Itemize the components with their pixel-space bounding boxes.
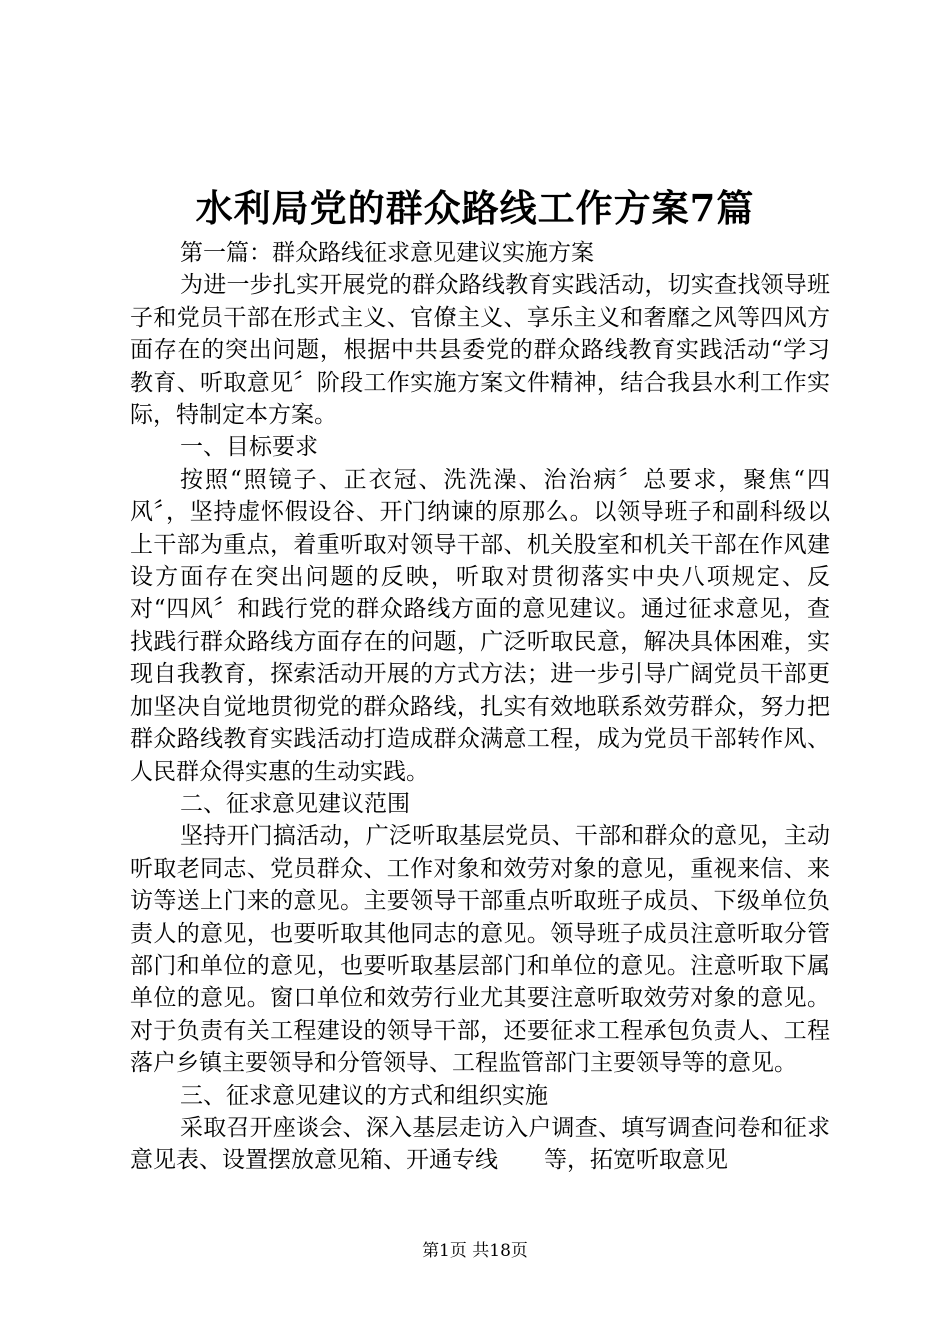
paragraph: 按照“照镜子、正衣冠、洗洗澡、治治病〞总要求，聚焦“四风〞，坚持虚怀假设谷、开门纳谏的原那么。以领导班子和副科级以上干部为重点，着重听取对领导干部、机关股室和机关干部在作风建设方面存在突出问题的反映，听取对贯彻落实中央八项规定、反对“四风〞和践行党的群众路线方面的意见建议。通过征求意见，查找践行群众路线方面存在的问题，广泛听取民意，解决具体困难，实现自我教育，探索活动开展的方式方法；进一步引导广阔党员干部更加坚决自觉地贯彻党的群众路线，扎实有效地联系效劳群众，努力把群众路线教育实践活动打造成群众满意工程，成为党员干部转作风、人民群众得实惠的生动实践。 — [130, 466, 830, 785]
paragraph: 采取召开座谈会、深入基层走访入户调查、填写调查问卷和征求意见表、设置摆放意见箱、开通专线 等，拓宽听取意见 — [130, 1114, 830, 1174]
paragraph: 坚持开门搞活动，广泛听取基层党员、干部和群众的意见，主动听取老同志、党员群众、工作对象和效劳对象的意见，重视来信、来访等送上门来的意见。主要领导干部重点听取班子成员、下级单位负责人的意见，也要听取其他同志的意见。领导班子成员注意听取分管部门和单位的意见，也要听取基层部门和单位的意见。注意听取下属单位的意见。窗口单位和效劳行业尤其要注意听取效劳对象的意见。对于负责有关工程建设的领导干部，还要征求工程承包负责人、工程落户乡镇主要领导和分管领导、工程监管部门主要领导等的意见。 — [130, 823, 830, 1077]
paragraph: 为进一步扎实开展党的群众路线教育实践活动，切实查找领导班子和党员干部在形式主义、官僚主义、享乐主义和奢靡之风等四风方面存在的突出问题，根据中共县委党的群众路线教育实践活动“学习教育、听取意见〞阶段工作实施方案文件精神，结合我县水利工作实际，特制定本方案。 — [130, 272, 830, 429]
section-heading: 三、征求意见建议的方式和组织实施 — [180, 1082, 548, 1109]
page-footer: 第1页 共18页 — [422, 1241, 528, 1261]
section-heading: 一、目标要求 — [180, 434, 318, 461]
section-heading: 第一篇：群众路线征求意见建议实施方案 — [180, 240, 594, 266]
document-body — [130, 237, 830, 1177]
document-title: 水利局党的群众路线工作方案7篇 — [195, 186, 755, 230]
section-heading: 二、征求意见建议范围 — [180, 790, 410, 817]
